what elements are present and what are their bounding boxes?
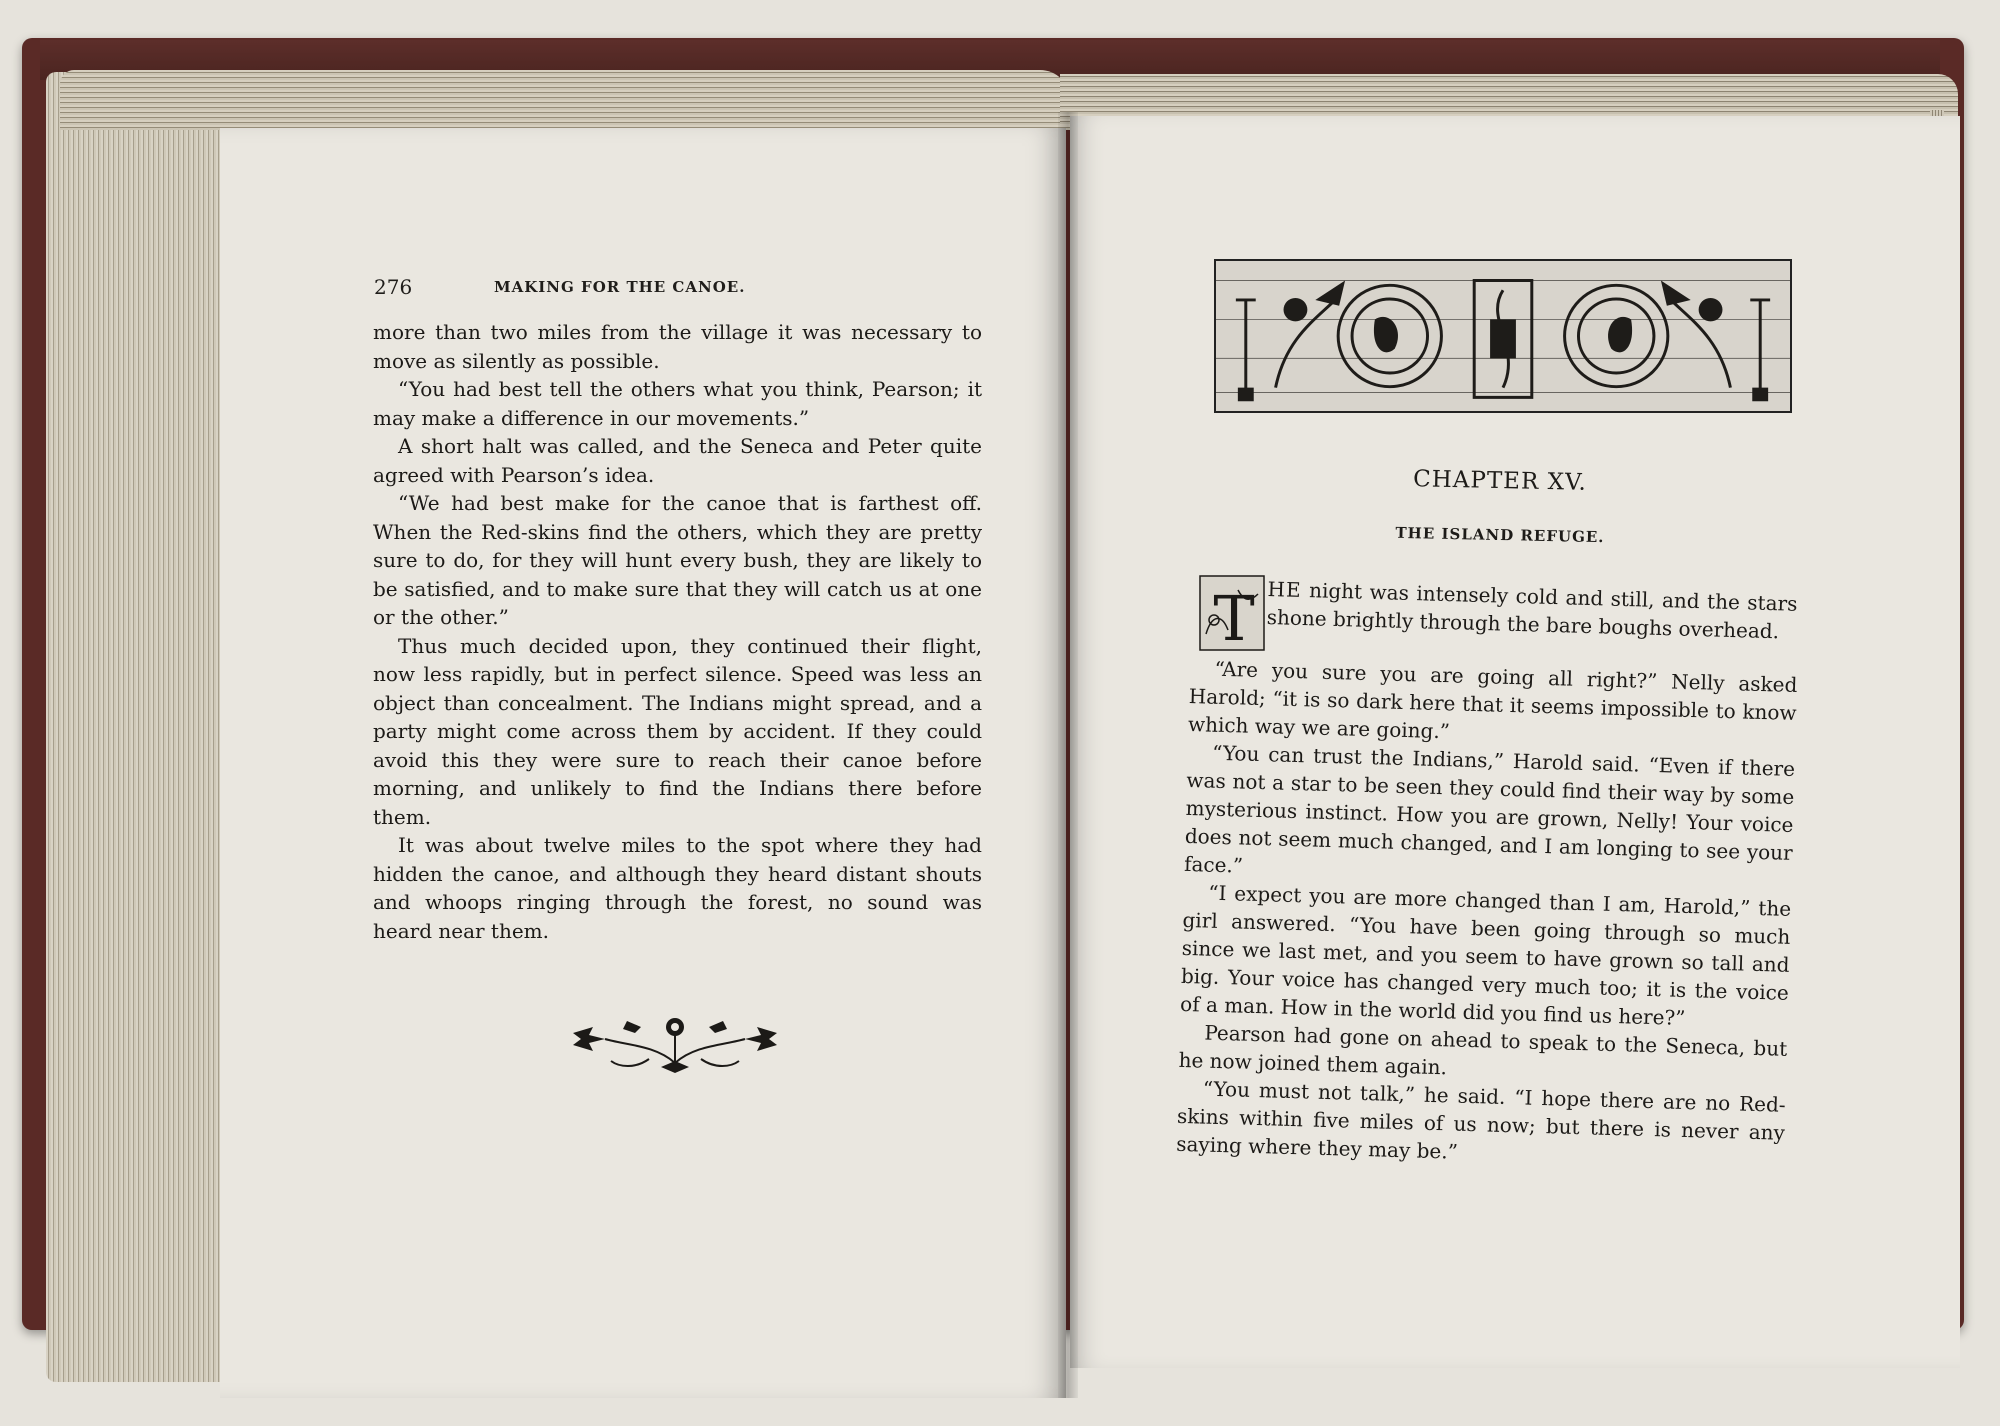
page-edges-left bbox=[46, 72, 226, 1382]
paragraph: A short halt was called, and the Seneca and Peter quite agreed with Pearson’s idea. bbox=[373, 434, 982, 487]
page-number: 276 bbox=[374, 275, 413, 299]
paragraph: “We had best make for the canoe that is farthest off. When the Red-skins find the others, which they are pretty sure to do, for they will hunt every bush, they are likely to be satisfied, and to make sure that they will catch us at one or the other.” bbox=[373, 491, 982, 629]
paragraph: “You must not talk,” he said. “I hope there are no Red-skins within five miles of us now; but there is never any saying where they may be.” bbox=[1175, 1076, 1786, 1164]
chapter-title: THE ISLAND REFUGE. bbox=[1395, 523, 1605, 547]
right-page-body bbox=[1176, 654, 1798, 1175]
paragraph: “You had best tell the others what you think, Pearson; it may make a difference in our movements.” bbox=[373, 377, 982, 430]
chapter-number: CHAPTER XV. bbox=[1412, 466, 1588, 496]
drop-cap-ornament-icon bbox=[1198, 574, 1266, 652]
paragraph: Thus much decided upon, they continued their flight, now less rapidly, but in perfect silence. Speed was less an object than concealment. The Indians might spread, and a party might come across them by accident. If they could avoid this they were sure to reach their canoe before morning, and unlikely to find the Indians there before them. bbox=[373, 633, 982, 829]
left-page-body bbox=[373, 318, 982, 945]
paragraph: “Are you sure you are going all right?” Nelly asked Harold; “it is so dark here that it seems impossible to know which way we are going.” bbox=[1187, 656, 1798, 744]
paragraph: “I expect you are more changed than I am, Harold,” the girl answered. “You have been going through so much since we last met, and you seem to have grown so tall and big. Your voice has changed very much too; it is the voice of a man. How in the world did you find us here?” bbox=[1179, 880, 1792, 1030]
paragraph: “You can trust the Indians,” Harold said. “Even if there was not a star to be seen they could find their way by some mysterious instinct. How you are grown, Nelly! Your voice does not seem much changed, and I am longing to see your face.” bbox=[1183, 740, 1796, 878]
opening-text: night was intensely cold and still, and the stars shone brightly through the bare boughs overhead. bbox=[1266, 577, 1798, 644]
page-edges-top-left bbox=[60, 70, 1070, 130]
floral-tailpiece-ornament bbox=[565, 1005, 785, 1077]
running-head-title: MAKING FOR THE CANOE. bbox=[494, 278, 746, 296]
running-head bbox=[374, 270, 982, 304]
drop-cap-continuation: HE bbox=[1267, 576, 1302, 602]
paragraph: Pearson had gone on ahead to speak to the Seneca, but he now joined them again. bbox=[1178, 1020, 1788, 1080]
svg-text:T: T bbox=[1213, 582, 1255, 652]
book-gutter bbox=[1058, 112, 1078, 1398]
paragraph: It was about twelve miles to the spot where they had hidden the canoe, and although they heard distant shouts and whoops ringing through the forest, no sound was heard near them. bbox=[373, 833, 982, 943]
drop-cap bbox=[1198, 574, 1266, 652]
decorative-headpiece-engraving bbox=[1214, 259, 1792, 413]
paragraph: more than two miles from the village it was necessary to move as silently as possible. bbox=[373, 320, 982, 373]
